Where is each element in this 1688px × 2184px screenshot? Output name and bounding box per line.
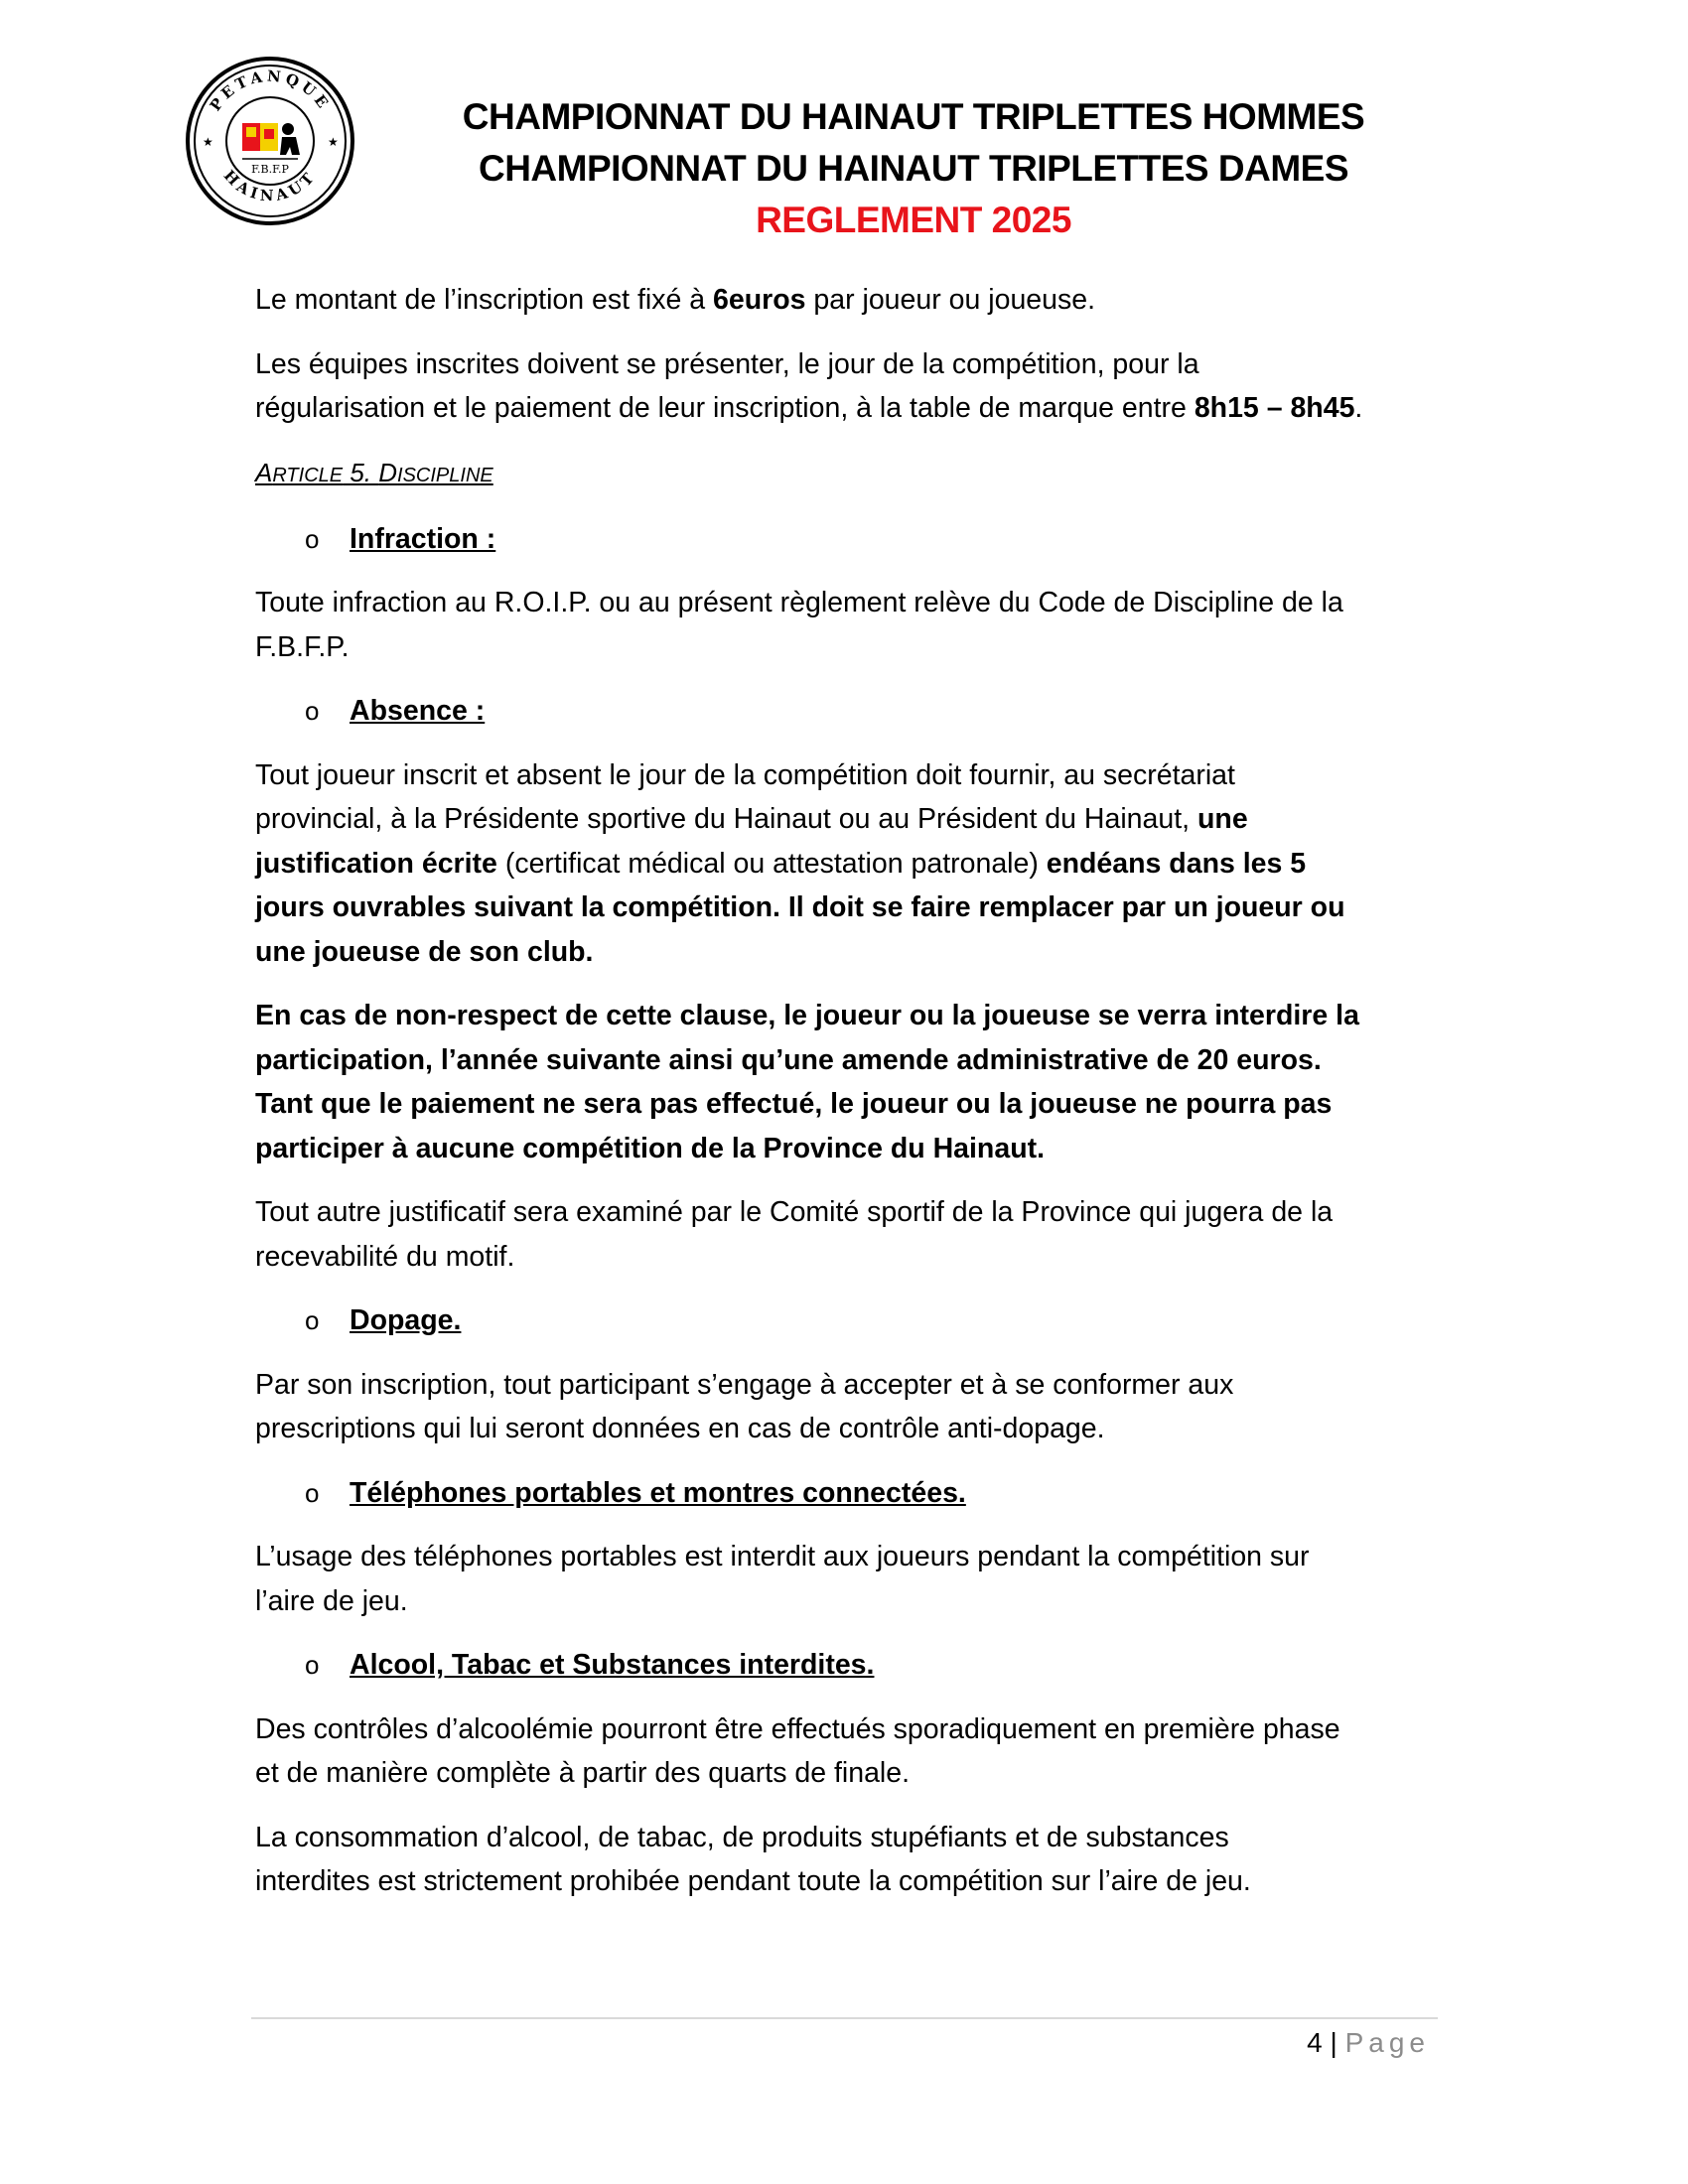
- bullet-circle-icon: o: [305, 1305, 320, 1335]
- footer-divider: [251, 2017, 1438, 2019]
- paragraph-registration: Les équipes inscrites doivent se présenter, le jour de la compétition, pour la régularisation et le paiement de leur inscription, à la table de marque entre 8h15 – 8h45.: [255, 347, 1363, 424]
- page-label: Page: [1344, 2027, 1430, 2058]
- bullet-circle-icon: o: [305, 1650, 320, 1680]
- document-body: [255, 278, 1447, 1924]
- paragraph-telephones: L’usage des téléphones portables est interdit aux joueurs pendant la compétition sur l’aire de jeu.: [255, 1541, 1310, 1617]
- paragraph-justification: Tout autre justificatif sera examiné par le Comité sportif de la Province qui jugera de la recevabilité du motif.: [255, 1196, 1334, 1273]
- pbfp-hainaut-logo: [185, 56, 355, 226]
- document-header: [397, 91, 1430, 246]
- paragraph-consumption: La consommation d’alcool, de tabac, de produits stupéfiants et de substances interdites est strictement prohibée pendant toute la compétition sur l’aire de jeu.: [255, 1821, 1251, 1897]
- page-footer: 4 | Page: [1307, 2027, 1430, 2058]
- logo-seal-icon: [185, 56, 355, 226]
- paragraph-dopage: Par son inscription, tout participant s’engage à accepter et à se conformer aux prescriptions qui lui seront données en cas de contrôle anti-dopage.: [255, 1368, 1234, 1444]
- svg-text:F.B.F.P: F.B.F.P: [251, 163, 289, 176]
- svg-text:★: ★: [203, 135, 213, 149]
- paragraph-fee: Le montant de l’inscription est fixé à 6euros par joueur ou joueuse.: [255, 284, 1096, 316]
- bullet-circle-icon: o: [305, 523, 320, 554]
- svg-text:★: ★: [328, 135, 339, 149]
- bullet-circle-icon: o: [305, 696, 320, 726]
- page-number: 4: [1307, 2027, 1323, 2058]
- title-line-women: CHAMPIONNAT DU HAINAUT TRIPLETTES DAMES: [478, 148, 1348, 189]
- title-line-men: CHAMPIONNAT DU HAINAUT TRIPLETTES HOMMES: [462, 96, 1365, 137]
- bullet-circle-icon: o: [305, 1477, 320, 1508]
- title-line-regulation: REGLEMENT 2025: [756, 200, 1071, 240]
- bullet-absence: o Absence :: [305, 689, 1447, 734]
- svg-text:PETANQUE: PETANQUE: [206, 67, 335, 115]
- bullet-alcool: o Alcool, Tabac et Substances interdites.: [305, 1643, 1447, 1688]
- paragraph-infraction: Toute infraction au R.O.I.P. ou au présent règlement relève du Code de Discipline de la F.B.F.P.: [255, 587, 1343, 663]
- paragraph-alcool-controls: Des contrôles d’alcoolémie pourront être effectués sporadiquement en première phase et de manière complète à partir des quarts de finale.: [255, 1712, 1340, 1789]
- bullet-infraction: o Infraction :: [305, 517, 1447, 562]
- paragraph-absence: Tout joueur inscrit et absent le jour de la compétition doit fournir, au secrétariat provincial, à la Présidente sportive du Hainaut ou au Président du Hainaut, une justification écrite (certificat médical ou attestation patronale) endéans dans les 5 jours ouvrables suivant la compétition. Il doit se faire remplacer par un joueur ou une joueuse de son club.: [255, 758, 1345, 968]
- article-heading: ARTICLE 5. DISCIPLINE: [255, 457, 493, 487]
- bullet-dopage: o Dopage.: [305, 1298, 1447, 1343]
- svg-text:HAINAUT: HAINAUT: [219, 166, 321, 205]
- paragraph-sanction: En cas de non-respect de cette clause, le joueur ou la joueuse se verra interdire la participation, l’année suivante ainsi qu’une amende administrative de 20 euros. Tant que le paiement ne sera pas effectué, le joueur ou la joueuse ne pourra pas participer à aucune compétition de la Province du Hainaut.: [255, 1000, 1359, 1164]
- bullet-telephones: o Téléphones portables et montres connectées.: [305, 1471, 1447, 1516]
